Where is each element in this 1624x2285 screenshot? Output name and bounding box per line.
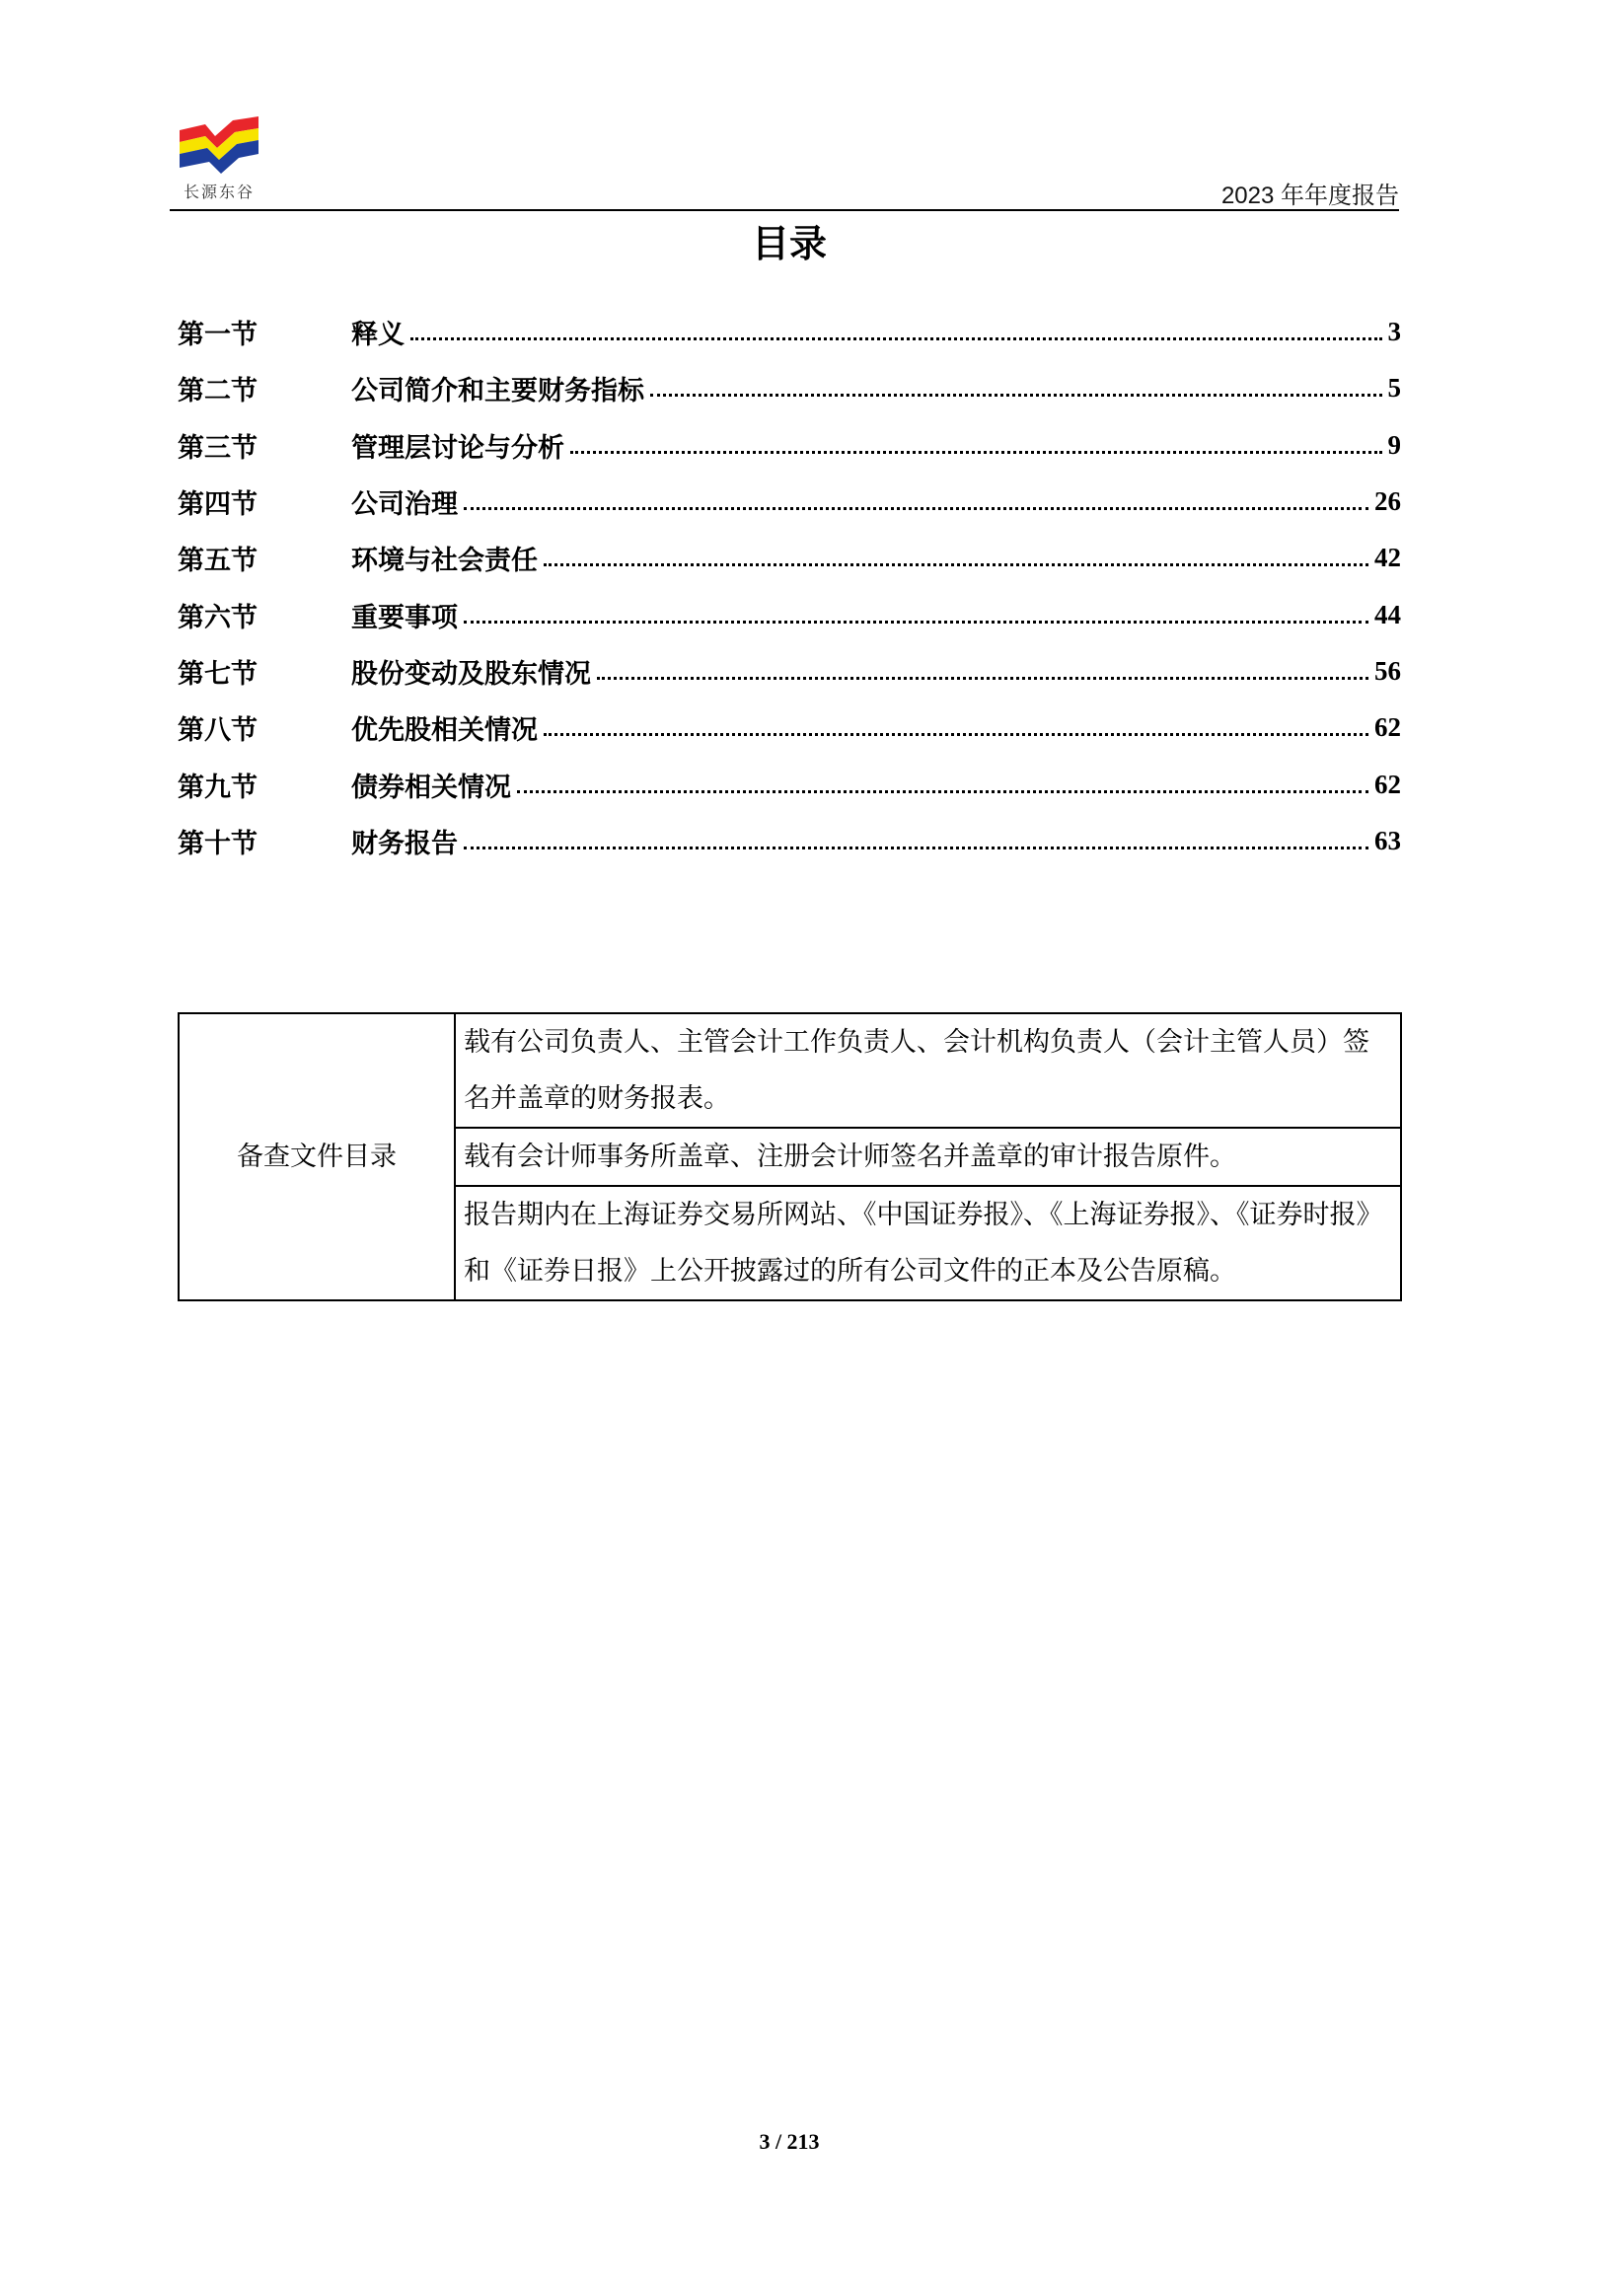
reference-documents-table — [178, 1012, 1402, 1301]
reference-documents-label: 备查文件目录 — [179, 1013, 455, 1300]
toc-item-page: 9 — [1387, 429, 1401, 460]
toc-leader-dots — [597, 677, 1368, 680]
toc-item-name: 债券相关情况 — [351, 766, 515, 804]
toc-leader-dots — [544, 563, 1368, 566]
toc-leader-dots — [544, 733, 1368, 736]
toc-item-name: 重要事项 — [351, 596, 462, 634]
toc-item-page: 56 — [1374, 655, 1401, 686]
toc-item-name: 释义 — [351, 313, 408, 351]
toc-item-page: 26 — [1374, 486, 1401, 517]
toc-item-page: 63 — [1374, 825, 1401, 855]
toc-item-number: 第一节 — [178, 320, 258, 351]
table-row — [179, 1013, 1401, 1128]
toc-item[interactable] — [178, 417, 1401, 474]
toc-leader-dots — [464, 847, 1368, 849]
reference-document-item: 报告期内在上海证券交易所网站、《中国证券报》、《上海证券报》、《证券时报》和《证券日报》上公开披露过的所有公司文件的正本及公告原稿。 — [455, 1186, 1401, 1300]
toc-item-page: 3 — [1387, 317, 1401, 347]
toc-item-number: 第八节 — [178, 715, 258, 747]
toc-item[interactable] — [178, 304, 1401, 360]
toc-leader-dots — [410, 337, 1382, 340]
toc-item-name: 股份变动及股东情况 — [351, 652, 595, 691]
table-of-contents — [178, 304, 1401, 869]
toc-leader-dots — [570, 451, 1382, 454]
toc-leader-dots — [464, 507, 1368, 510]
toc-item[interactable] — [178, 474, 1401, 530]
toc-item[interactable] — [178, 700, 1401, 756]
toc-item-page: 44 — [1374, 599, 1401, 629]
company-logo — [178, 116, 260, 201]
toc-item-number: 第五节 — [178, 546, 258, 577]
reference-document-item: 载有公司负责人、主管会计工作负责人、会计机构负责人（会计主管人员）签名并盖章的财务报表。 — [455, 1013, 1401, 1128]
toc-item-name: 公司治理 — [351, 482, 462, 521]
toc-item-name: 管理层讨论与分析 — [351, 426, 568, 465]
toc-item-number: 第七节 — [178, 658, 258, 690]
reference-document-item: 载有会计师事务所盖章、注册会计师签名并盖章的审计报告原件。 — [455, 1128, 1401, 1186]
toc-item-number: 第三节 — [178, 432, 258, 464]
page-number: 3 / 213 — [759, 2129, 820, 2154]
toc-item[interactable] — [178, 643, 1401, 700]
logo-text: 长源东谷 — [183, 183, 255, 201]
toc-item-page: 42 — [1374, 543, 1401, 573]
toc-leader-dots — [650, 394, 1382, 397]
toc-item-number: 第六节 — [178, 602, 258, 633]
toc-item-number: 第九节 — [178, 772, 258, 803]
toc-item-number: 第二节 — [178, 376, 258, 407]
logo-mark-icon — [178, 116, 260, 176]
toc-item[interactable] — [178, 360, 1401, 416]
toc-item-name: 环境与社会责任 — [351, 539, 542, 577]
toc-item[interactable] — [178, 586, 1401, 642]
toc-item[interactable] — [178, 756, 1401, 812]
toc-item-page: 62 — [1374, 769, 1401, 799]
toc-item-page: 62 — [1374, 712, 1401, 743]
header-divider — [170, 209, 1399, 211]
toc-item[interactable] — [178, 530, 1401, 586]
toc-item-number: 第四节 — [178, 489, 258, 521]
toc-item-number: 第十节 — [178, 828, 258, 859]
toc-item-page: 5 — [1387, 373, 1401, 404]
toc-title: 目录 — [751, 222, 827, 265]
toc-leader-dots — [464, 621, 1368, 624]
toc-item-name: 财务报告 — [351, 822, 462, 860]
toc-leader-dots — [517, 790, 1368, 793]
toc-item[interactable] — [178, 813, 1401, 869]
report-title: 2023 年年度报告 — [1220, 183, 1399, 209]
toc-item-name: 优先股相关情况 — [351, 708, 542, 747]
toc-item-name: 公司简介和主要财务指标 — [351, 369, 648, 407]
